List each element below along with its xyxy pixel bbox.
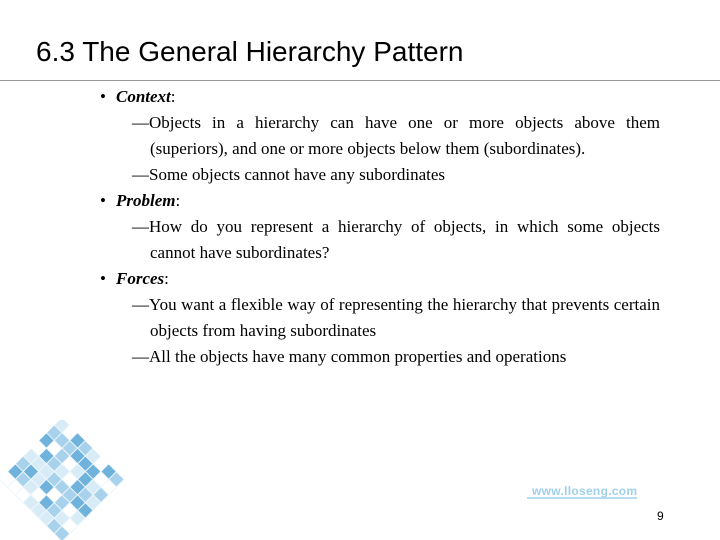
page-number: 9 <box>657 509 664 523</box>
section-label: Context <box>116 87 171 106</box>
section-label-colon: : <box>170 87 176 106</box>
decorative-diamond-pattern <box>0 420 140 540</box>
section-label: Problem <box>116 191 176 210</box>
bullet-icon: • <box>100 191 106 210</box>
list-item: —How do you represent a hierarchy of objects, in which some objects cannot have subordinates? <box>132 217 660 262</box>
slide-body <box>100 84 660 370</box>
bullet-icon: • <box>100 87 106 106</box>
list-item: —Objects in a hierarchy can have one or more objects above them (superiors), and one or more objects below them (subordinates). <box>132 113 660 158</box>
bullet-icon: • <box>100 269 106 288</box>
slide-title: 6.3 The General Hierarchy Pattern <box>36 36 464 67</box>
list-item: —All the objects have many common properties and operations <box>132 347 567 366</box>
list-item: —You want a flexible way of representing the hierarchy that prevents certain objects from having subordinates <box>132 295 660 340</box>
section-forces <box>100 266 660 292</box>
section-label-colon: : <box>164 269 169 288</box>
list-item: —Some objects cannot have any subordinates <box>132 165 446 184</box>
section-context <box>100 84 660 110</box>
section-problem <box>100 188 660 214</box>
title-divider <box>0 80 720 81</box>
section-label-colon: : <box>175 191 181 210</box>
section-label: Forces <box>116 269 165 288</box>
site-url: www.lloseng.com <box>532 484 638 498</box>
